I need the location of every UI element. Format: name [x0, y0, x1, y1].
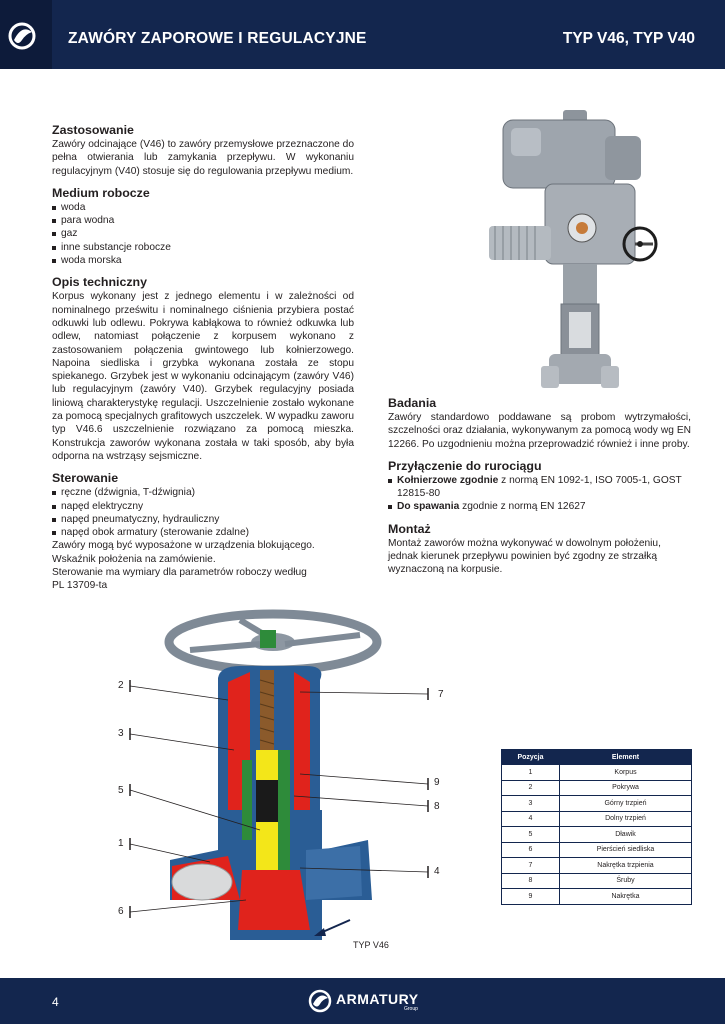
parts-table	[501, 749, 692, 905]
table-cell: Dolny trzpień	[560, 811, 692, 827]
section-application	[52, 123, 354, 178]
section-technical	[52, 275, 354, 463]
page-number: 4	[52, 995, 59, 1009]
connection-list	[388, 474, 691, 514]
logo	[0, 0, 52, 69]
section-text: Zawóry standardowo poddawane są probom wytrzymałości, szczelności oraz działania, wykonywanym za pomocą wody wg EN 12266. Po uzgodnieniu można przeprowadzić również i inne proby.	[388, 412, 691, 450]
column-header: Pozycja	[502, 750, 560, 765]
diagram-caption: TYP V46	[353, 940, 389, 950]
table-row	[502, 780, 692, 796]
list-item: inne substancje robocze	[52, 241, 354, 254]
section-control	[52, 471, 354, 592]
list-item: napęd elektryczny	[52, 500, 354, 513]
section-text: Montaż zaworów można wykonywać w dowolnym położeniu, jednak kierunek przepływu powinien być zgodny ze strzałką wyznaczoną na korpusie.	[388, 537, 661, 576]
diagram-label-4: 4	[434, 866, 440, 877]
diagram-label-7: 7	[438, 689, 444, 700]
table-row	[502, 827, 692, 843]
section-title: Montaż	[388, 521, 431, 536]
item-rest: zgodnie z normą EN 12627	[459, 501, 586, 513]
table-cell: 8	[502, 873, 560, 889]
item-bold: Do spawania	[397, 501, 460, 513]
list-item: ręczne (dźwignia, T-dźwignia)	[52, 486, 354, 499]
table-row	[502, 811, 692, 827]
diagram-label-5: 5	[118, 785, 124, 796]
list-item	[388, 500, 691, 513]
table-row	[502, 873, 692, 889]
table-header-row	[502, 750, 692, 765]
table-cell: 3	[502, 796, 560, 812]
diagram-label-1: 1	[118, 838, 124, 849]
list-item: woda	[52, 201, 354, 214]
diagram-label-8: 8	[434, 801, 440, 812]
control-note: Zawóry mogą być wyposażone w urządzenia blokującego.	[52, 540, 315, 552]
section-title: Badania	[388, 396, 437, 410]
section-title: Sterowanie	[52, 471, 119, 486]
diagram-label-9: 9	[434, 777, 440, 788]
section-title: Przyłączenie do rurociągu	[388, 458, 542, 473]
left-column	[52, 123, 354, 601]
valve-cross-section	[110, 600, 460, 948]
list-item: napęd pneumatyczny, hydrauliczny	[52, 513, 354, 526]
section-title: Opis techniczny	[52, 275, 148, 290]
logo-icon	[0, 0, 52, 69]
table-cell: Pokrywa	[560, 780, 692, 796]
medium-list	[52, 201, 354, 267]
control-note: Wskaźnik położenia na zamówienie.	[52, 553, 216, 565]
brand-name: ARMATURY	[336, 991, 419, 1007]
list-item: woda morska	[52, 254, 354, 267]
table-cell: 2	[502, 780, 560, 796]
diagram-label-6: 6	[118, 906, 124, 917]
section-text: Korpus wykonany jest z jednego elementu i w zależności od nominalnego prześwitu i nominalnego ciśnienia przybiera postać odkuwki lub odlewu. Pokrywa kabłąkowa to również odkuwka lub odlew, natomiast połączenie z korpusem wykonano z zastosowaniem połączenia gwintowego lub kołnierzowego. Napoina siedliska i grzybka wykonana została ze stopu spiekanego. Grzybek jest w wykonaniu odcinającym (zawóry V46) lub regulacyjnym (zawóry V40). Grzybek regulacyjny posiada liniową charakterystykę regulacji. Uszczelnienie zostało wykonane za pomocą specjalnych grafitowych uszczelek. W wypadku zaworu typ V46.6 uszczelnienie rozwiązano za pomocą mieszka. Konstrukcja zaworów wykonana została w taki sposób, aby była odporna na wstrząsy sejsmiczne.	[52, 291, 354, 462]
table-cell: Nakrętka trzpienia	[560, 858, 692, 874]
table-row	[502, 842, 692, 858]
table-cell: 4	[502, 811, 560, 827]
item-rest: z normą EN 1092-1, ISO 7005-1, GOST 12815-80	[397, 474, 682, 500]
table-cell: Korpus	[560, 765, 692, 781]
diagram-label-3: 3	[118, 728, 124, 739]
table-cell: 1	[502, 765, 560, 781]
table-cell: 7	[502, 858, 560, 874]
section-mounting	[388, 522, 691, 577]
section-medium	[52, 186, 354, 267]
diagram-label-2: 2	[118, 680, 124, 691]
table-cell: Dławik	[560, 827, 692, 843]
item-bold: Kołnierzowe zgodnie	[397, 474, 499, 486]
page-title: ZAWÓRY ZAPOROWE I REGULACYJNE	[68, 30, 367, 47]
table-cell: Pierścień siedliska	[560, 842, 692, 858]
list-item: napęd obok armatury (sterowanie zdalne)	[52, 526, 354, 539]
control-note: PL 13709-ta	[52, 580, 108, 592]
table-cell: Nakrętka	[560, 889, 692, 905]
list-item: para wodna	[52, 214, 354, 227]
control-note: Sterowanie ma wymiary dla parametrów roboczy według	[52, 567, 307, 579]
section-connection	[388, 459, 691, 514]
section-title: Zastosowanie	[52, 123, 134, 137]
right-column	[388, 396, 691, 585]
section-title: Medium robocze	[52, 185, 150, 200]
table-row	[502, 889, 692, 905]
list-item	[388, 474, 691, 501]
table-cell: 9	[502, 889, 560, 905]
control-list	[52, 486, 354, 539]
table-row	[502, 858, 692, 874]
list-item: gaz	[52, 227, 354, 240]
valve-actuator-photo	[485, 108, 675, 398]
product-type: TYP V46, TYP V40	[562, 30, 695, 47]
section-tests	[388, 396, 691, 451]
table-row	[502, 765, 692, 781]
table-row	[502, 796, 692, 812]
column-header: Element	[560, 750, 692, 765]
table-cell: Śruby	[560, 873, 692, 889]
section-text: Zawóry odcinające (V46) to zawóry przemysłowe przeznaczone do pełna otwierania lub zamykania przepływu. W wykonaniu regulacyjnym (V40) stosuje się do regulowania przepływu medium.	[52, 139, 354, 177]
table-cell: 6	[502, 842, 560, 858]
table-cell: Górny trzpień	[560, 796, 692, 812]
table-cell: 5	[502, 827, 560, 843]
brand-subtitle: Group	[404, 1006, 418, 1012]
